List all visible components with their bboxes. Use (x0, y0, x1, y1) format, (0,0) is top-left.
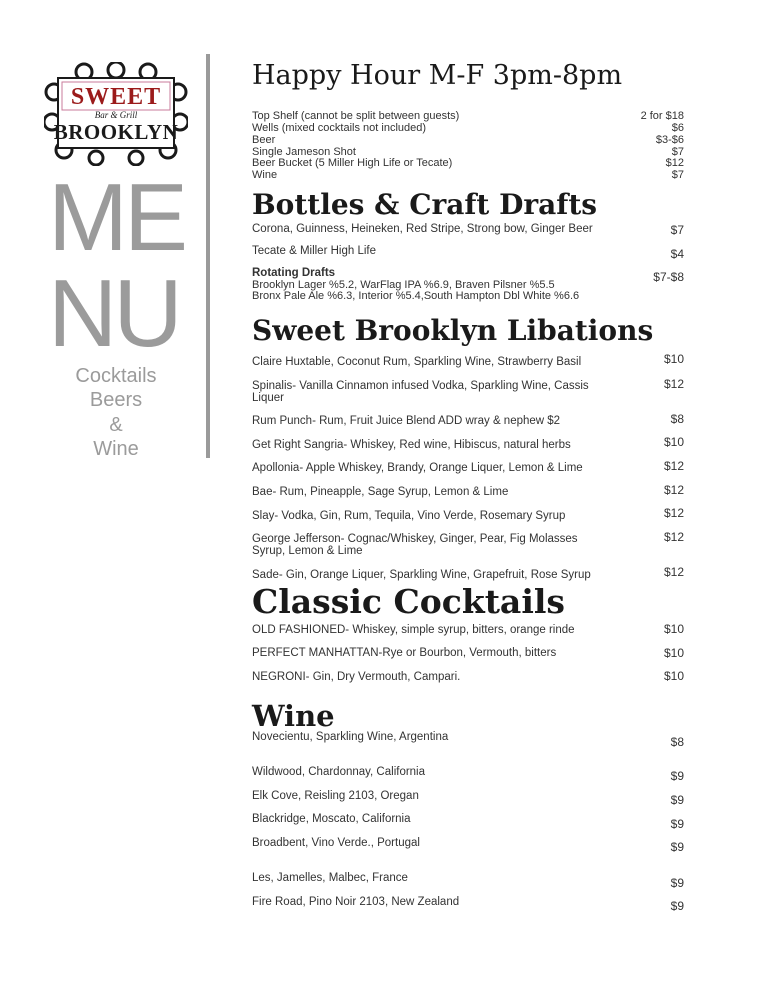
item-price: $7 (671, 146, 684, 158)
sidebar-wine: Wine (93, 438, 139, 460)
item-price: $12 (663, 483, 684, 497)
list-item: Novecientu, Sparkling Wine, Argentina (252, 731, 449, 743)
list-item: Sade- Gin, Orange Liquer, Sparkling Wine, Grapefruit, Rose Syrup (252, 569, 591, 581)
item-price: $12 (663, 459, 684, 473)
list-item: Wildwood, Chardonnay, California (252, 766, 426, 778)
wine-heading: Wine (252, 699, 335, 733)
list-item: Corona, Guinness, Heineken, Red Stripe, Strong bow, Ginger Beer (252, 223, 593, 235)
list-item: Apollonia- Apple Whiskey, Brandy, Orange Liquer, Lemon & Lime (252, 462, 583, 474)
item-price: $9 (670, 899, 684, 913)
logo-sweet: SWEET (70, 84, 162, 110)
item-price: $10 (663, 435, 684, 449)
item-price: 2 for $18 (640, 110, 684, 122)
sidebar-ampersand: & (109, 414, 123, 436)
item-price: $10 (663, 646, 684, 660)
list-item: Claire Huxtable, Coconut Rum, Sparkling Wine, Strawberry Basil (252, 356, 582, 368)
list-item-continued: Liquer (252, 392, 284, 404)
list-item: Slay- Vodka, Gin, Rum, Tequila, Vino Verde, Rosemary Syrup (252, 510, 566, 522)
item-price: $3-$6 (655, 134, 684, 146)
sidebar-beers: Beers (89, 389, 143, 411)
list-item: Spinalis- Vanilla Cinnamon infused Vodka, Sparkling Wine, Cassis (252, 380, 589, 392)
item-price: $12 (665, 157, 684, 169)
logo-brooklyn: BROOKLYN (53, 120, 179, 144)
item-price: $7 (671, 169, 684, 181)
menu-word-me: ME (48, 164, 184, 271)
item-price: $9 (670, 769, 684, 783)
vertical-divider (206, 54, 210, 458)
item-price: $10 (663, 352, 684, 366)
list-item: George Jefferson- Cognac/Whiskey, Ginger, Pear, Fig Molasses (252, 533, 578, 545)
list-item: Bae- Rum, Pineapple, Sage Syrup, Lemon & Lime (252, 486, 509, 498)
item-price: $9 (670, 876, 684, 890)
list-item: PERFECT MANHATTAN-Rye or Bourbon, Vermouth, bitters (252, 647, 557, 659)
list-item: Single Jameson Shot (252, 146, 356, 158)
rotating-drafts-line: Brooklyn Lager %5.2, WarFlag IPA %6.9, Braven Pilsner %5.5 (252, 279, 555, 291)
list-item: Get Right Sangria- Whiskey, Red wine, Hibiscus, natural herbs (252, 439, 571, 451)
item-price: $8 (670, 412, 684, 426)
list-item: Tecate & Miller High Life (252, 245, 376, 257)
list-item: Elk Cove, Reisling 2103, Oregan (252, 790, 419, 802)
item-price: $12 (663, 506, 684, 520)
item-price: $10 (663, 669, 684, 683)
list-item: Wells (mixed cocktails not included) (252, 122, 427, 134)
sweet-brooklyn-logo (44, 62, 188, 166)
logo-bar-grill: Bar & Grill (94, 110, 138, 120)
libations-heading: Sweet Brooklyn Libations (252, 314, 654, 347)
rotating-drafts-label: Rotating Drafts (252, 267, 336, 279)
list-item: Blackridge, Moscato, California (252, 813, 411, 825)
item-price: $12 (663, 530, 684, 544)
list-item: Fire Road, Pino Noir 2103, New Zealand (252, 896, 460, 908)
item-price: $10 (663, 622, 684, 636)
item-price: $9 (670, 817, 684, 831)
list-item: OLD FASHIONED- Whiskey, simple syrup, bitters, orange rinde (252, 624, 575, 636)
item-price: $7 (670, 223, 684, 237)
happy-hour-heading: Happy Hour M-F 3pm-8pm (252, 60, 623, 91)
item-price: $12 (663, 565, 684, 579)
sidebar-cocktails: Cocktails (75, 365, 157, 387)
classic-cocktails-heading: Classic Cocktails (252, 582, 565, 621)
menu-word-nu: NU (48, 260, 179, 367)
item-price: $9 (670, 840, 684, 854)
bottles-drafts-heading: Bottles & Craft Drafts (252, 188, 598, 221)
rotating-drafts-line: Bronx Pale Ale %6.3, Interior %5.4,South Hampton Dbl White %6.6 (252, 290, 580, 302)
list-item: Top Shelf (cannot be split between guests) (252, 110, 460, 122)
item-price: $6 (671, 122, 684, 134)
list-item: NEGRONI- Gin, Dry Vermouth, Campari. (252, 671, 461, 683)
item-price: $9 (670, 793, 684, 807)
list-item: Rum Punch- Rum, Fruit Juice Blend ADD wray & nephew $2 (252, 415, 561, 427)
item-price: $4 (670, 247, 684, 261)
list-item: Les, Jamelles, Malbec, France (252, 872, 408, 884)
item-price: $8 (670, 735, 684, 749)
list-item: Beer (252, 134, 276, 146)
item-price: $12 (663, 377, 684, 391)
list-item: Broadbent, Vino Verde., Portugal (252, 837, 420, 849)
list-item: Beer Bucket (5 Miller High Life or Tecate) (252, 157, 453, 169)
list-item: Wine (252, 169, 278, 181)
item-price: $7-$8 (653, 270, 684, 284)
list-item-continued: Syrup, Lemon & Lime (252, 545, 363, 557)
